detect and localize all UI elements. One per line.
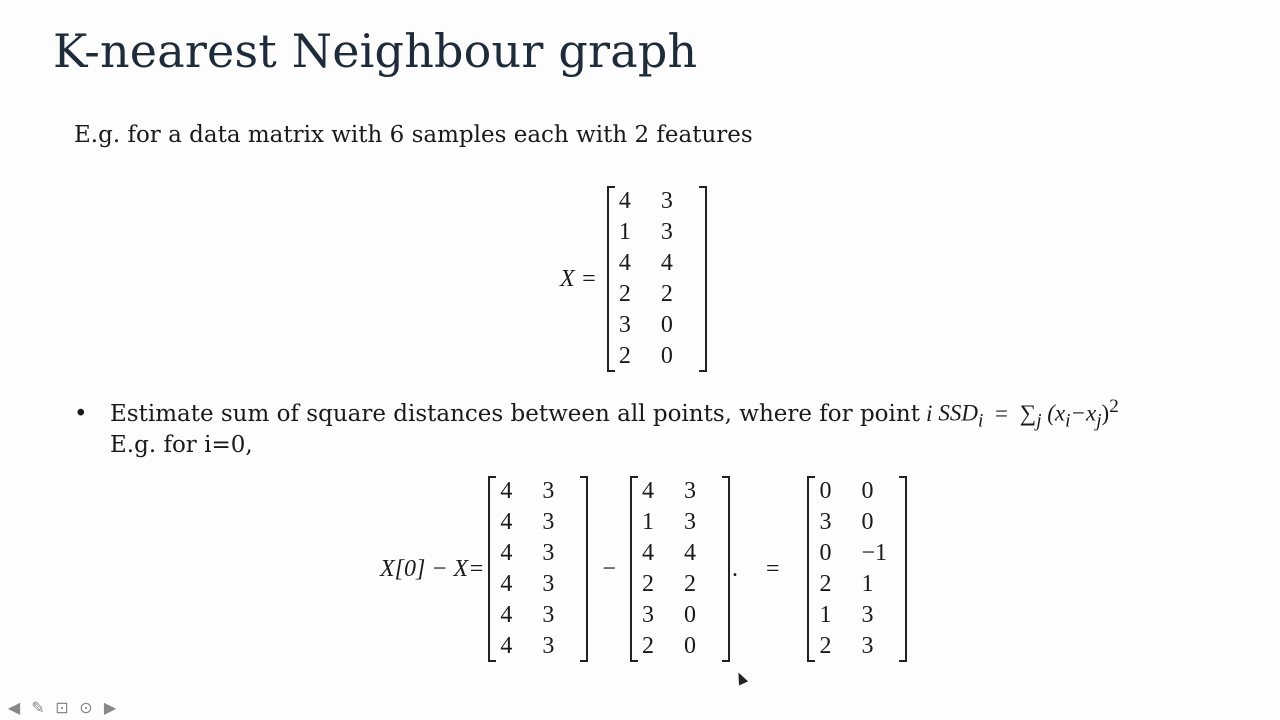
- matrix-cell: 0: [861, 478, 874, 504]
- bracket-corner: [609, 186, 615, 188]
- matrix-cell: 0: [660, 312, 673, 338]
- matrix-cell: 3: [542, 478, 555, 504]
- matrix-cell: 3: [618, 312, 631, 338]
- ssd-power: 2: [1109, 396, 1119, 417]
- bracket-corner: [899, 476, 905, 478]
- matrix-row: [815, 538, 899, 569]
- matrix-x: [607, 186, 707, 372]
- matrix-row: [496, 600, 580, 631]
- ssd-paren-open: (x: [1047, 400, 1066, 426]
- matrix-row: [496, 507, 580, 538]
- matrix-cell: 0: [660, 343, 673, 369]
- matrix-cell: 2: [683, 571, 696, 597]
- matrix-row: [615, 279, 699, 310]
- ssd-formula: [938, 396, 1118, 432]
- bullet-item: [74, 396, 1119, 432]
- matrix-cell: 3: [641, 602, 654, 628]
- matrix-result: [807, 476, 907, 662]
- matrix-cell: 1: [618, 219, 631, 245]
- more-icon[interactable]: ⊙: [79, 697, 93, 717]
- matrix-cell: 3: [683, 478, 696, 504]
- matrix-cell: 3: [542, 509, 555, 535]
- bullet-dot: •: [74, 400, 88, 427]
- matrix-cell: 4: [641, 478, 654, 504]
- bracket-corner: [722, 660, 728, 662]
- matrix-cell: 2: [641, 633, 654, 659]
- matrix-cell: 0: [683, 633, 696, 659]
- equals-operator: =: [765, 555, 780, 582]
- ssd-sum-sub: j: [1036, 410, 1042, 432]
- matrix-row: [638, 600, 722, 631]
- bracket-corner: [722, 476, 728, 478]
- matrix-row: [638, 538, 722, 569]
- matrix-cell: 2: [819, 571, 832, 597]
- bracket-corner: [490, 476, 496, 478]
- arrow-right-icon[interactable]: ▶: [103, 697, 117, 717]
- bracket-corner: [609, 370, 615, 372]
- slideshow-nav: [4, 698, 120, 716]
- matrix-cell: 4: [500, 540, 513, 566]
- matrix-cell: 3: [861, 633, 874, 659]
- matrix-cell: 3: [861, 602, 874, 628]
- matrix-row: [615, 217, 699, 248]
- diff-lhs: X[0] − X=: [380, 555, 485, 582]
- matrix-row: [638, 507, 722, 538]
- matrix-row: [638, 569, 722, 600]
- example-line: E.g. for i=0,: [110, 432, 253, 458]
- matrix-row: [815, 631, 899, 662]
- bullet-var: i: [925, 400, 933, 426]
- bracket-corner: [490, 660, 496, 662]
- bracket-corner: [699, 370, 705, 372]
- matrix-cell: 4: [618, 188, 631, 214]
- matrix-cell: 1: [641, 509, 654, 535]
- matrix-cell: −1: [861, 540, 888, 566]
- ssd-lhs: SSD: [938, 400, 978, 426]
- minus-operator: −: [602, 555, 616, 582]
- bracket-corner: [899, 660, 905, 662]
- matrix-row: [615, 310, 699, 341]
- x-label: X =: [560, 265, 597, 292]
- matrix-cell: 4: [500, 602, 513, 628]
- ssd-eq: =: [995, 400, 1009, 426]
- page-title: K-nearest Neighbour graph: [53, 24, 698, 78]
- bracket-corner: [580, 660, 586, 662]
- matrix-cell: 1: [861, 571, 874, 597]
- matrix-cell: 0: [819, 540, 832, 566]
- matrix-row: [615, 186, 699, 217]
- matrix-cell: 4: [500, 571, 513, 597]
- mouse-cursor: [734, 670, 748, 685]
- matrix-cell: 4: [641, 540, 654, 566]
- ssd-paren-close: ): [1101, 400, 1110, 426]
- matrix-cell: 1: [819, 602, 832, 628]
- matrix-cell: 2: [618, 281, 631, 307]
- matrix-row: [615, 341, 699, 372]
- matrix-cell: 4: [660, 250, 673, 276]
- ssd-sub: i: [977, 410, 984, 432]
- difference-equation: [380, 476, 907, 662]
- bracket-corner: [580, 476, 586, 478]
- slides-icon[interactable]: ⊡: [55, 697, 69, 717]
- bracket-corner: [632, 476, 638, 478]
- matrix-cell: 2: [819, 633, 832, 659]
- matrix-cell: 3: [542, 602, 555, 628]
- dot-mark: .: [731, 555, 738, 582]
- matrix-cell: 4: [500, 509, 513, 535]
- matrix-cell: 4: [618, 250, 631, 276]
- matrix-cell: 0: [819, 478, 832, 504]
- bracket-corner: [632, 660, 638, 662]
- matrix-cell: 3: [542, 571, 555, 597]
- bullet-text: Estimate sum of square distances between all points, where for point: [110, 400, 920, 427]
- matrix-row: [496, 631, 580, 662]
- ssd-minus: −x: [1070, 400, 1097, 426]
- matrix-row: [638, 476, 722, 507]
- matrix-row: [815, 476, 899, 507]
- x-equation: [560, 186, 707, 372]
- matrix-cell: 3: [660, 219, 673, 245]
- matrix-row: [496, 476, 580, 507]
- bracket-corner: [699, 186, 705, 188]
- ssd-sum: ∑: [1019, 400, 1037, 426]
- matrix-row: [815, 569, 899, 600]
- matrix-row: [496, 569, 580, 600]
- matrix-row: [815, 600, 899, 631]
- matrix-cell: 0: [861, 509, 874, 535]
- matrix-cell: 3: [819, 509, 832, 535]
- matrix-row: [496, 538, 580, 569]
- matrix-x0-repeated: [488, 476, 588, 662]
- ssd-xi-sub: i: [1065, 410, 1071, 432]
- matrix-cell: 4: [500, 478, 513, 504]
- matrix-cell: 2: [660, 281, 673, 307]
- matrix-cell: 3: [683, 509, 696, 535]
- matrix-x-copy: [630, 476, 730, 662]
- matrix-cell: 4: [683, 540, 696, 566]
- pen-icon[interactable]: ✎: [31, 697, 45, 717]
- matrix-cell: 2: [618, 343, 631, 369]
- arrow-left-icon[interactable]: ◀: [7, 697, 21, 717]
- matrix-cell: 3: [660, 188, 673, 214]
- ssd-xj-sub: j: [1096, 410, 1102, 432]
- matrix-cell: 2: [641, 571, 654, 597]
- matrix-cell: 3: [542, 540, 555, 566]
- matrix-cell: 3: [542, 633, 555, 659]
- intro-text: E.g. for a data matrix with 6 samples each with 2 features: [74, 122, 753, 148]
- matrix-row: [815, 507, 899, 538]
- matrix-row: [615, 248, 699, 279]
- bracket-corner: [809, 660, 815, 662]
- bracket-corner: [809, 476, 815, 478]
- matrix-cell: 4: [500, 633, 513, 659]
- matrix-row: [638, 631, 722, 662]
- matrix-cell: 0: [683, 602, 696, 628]
